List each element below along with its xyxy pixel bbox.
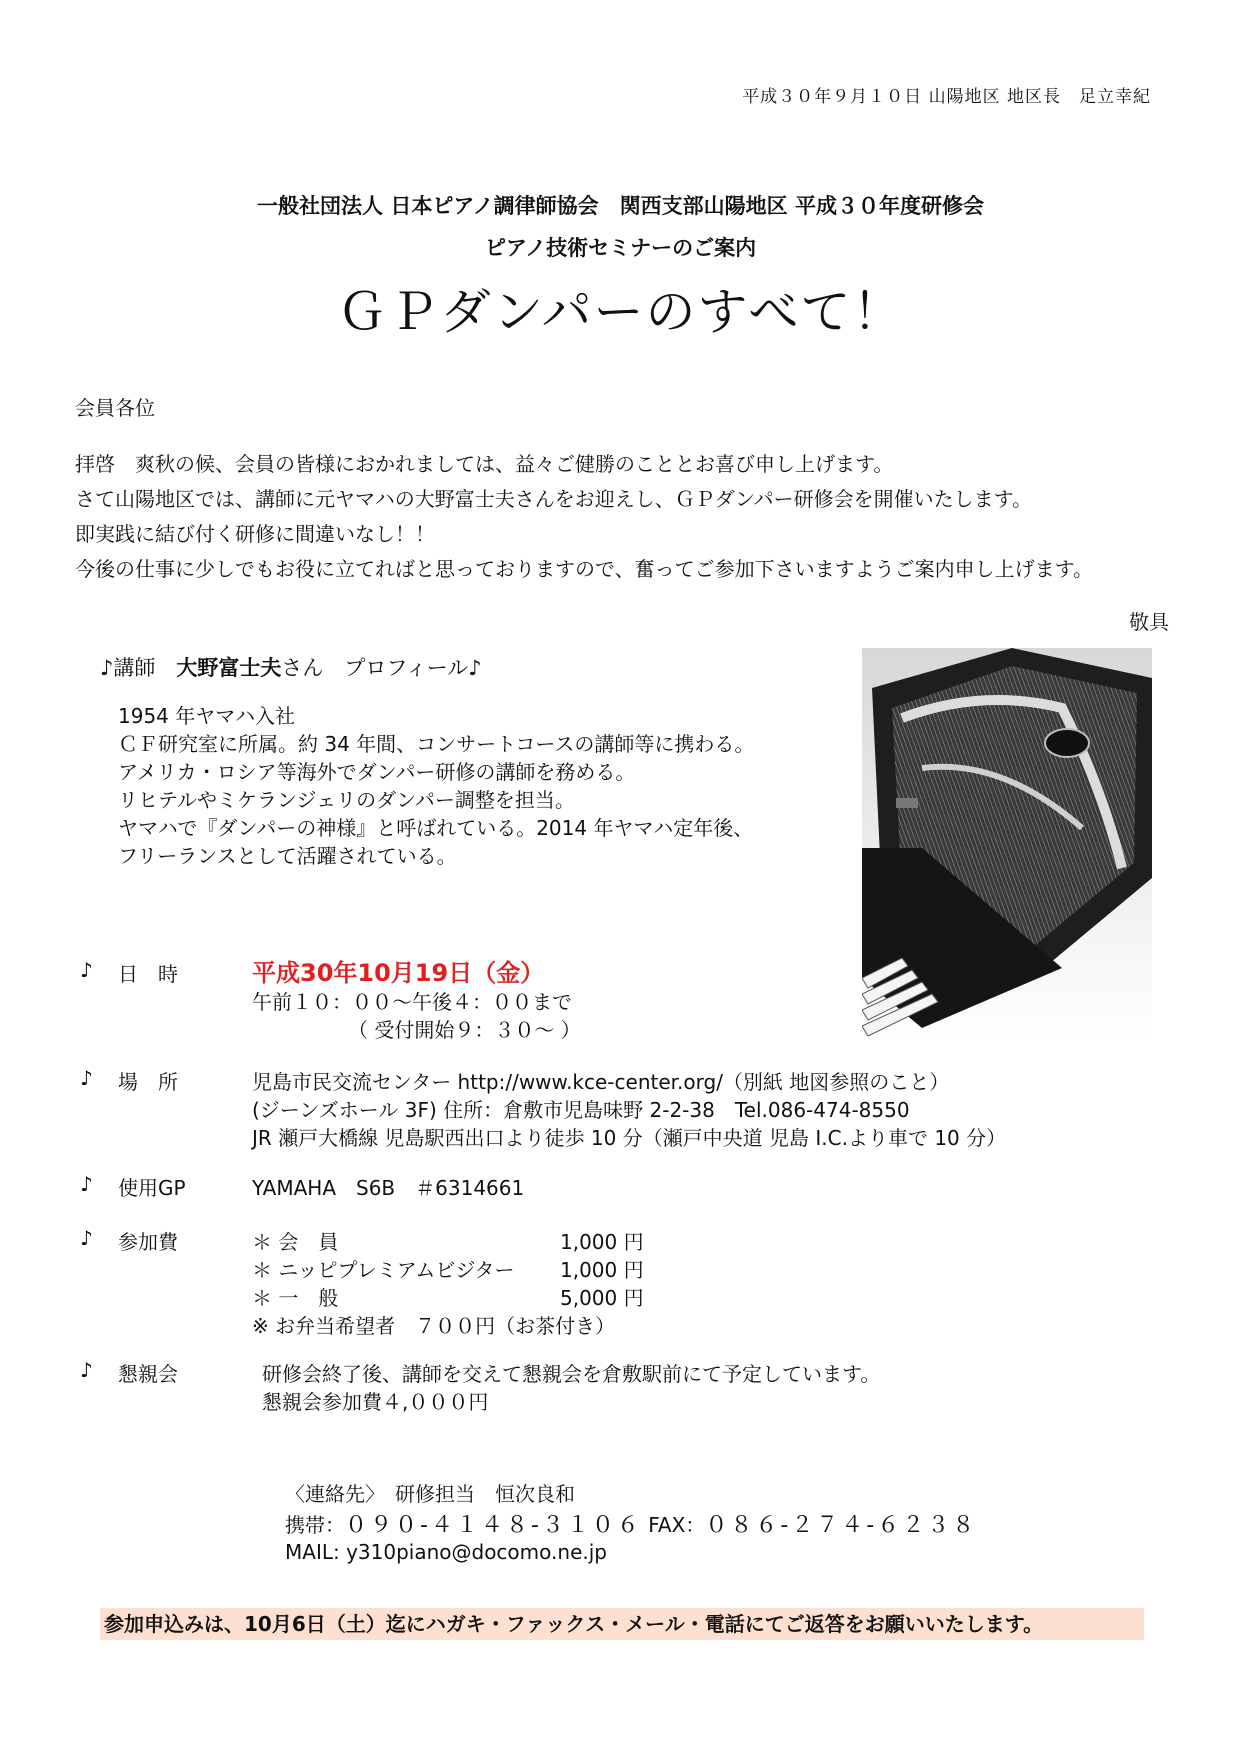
application-notice: 参加申込みは、10月6日（土）迄にハガキ・ファックス・メール・電話にてご返答をお願いいたします。 xyxy=(100,1608,1144,1640)
mobile-label: 携帯： xyxy=(285,1513,345,1537)
profile-line: リヒテルやミケランジェリのダンパー調整を担当。 xyxy=(118,788,575,812)
fee-item-name: ＊ 会 員 xyxy=(252,1230,339,1254)
profile-heading xyxy=(100,652,482,682)
closing: 敬具 xyxy=(1129,610,1169,634)
profile-heading-prefix: ♪講師 xyxy=(100,656,177,680)
bullet-icon: ♪ xyxy=(80,1172,93,1196)
bullet-icon: ♪ xyxy=(80,1358,93,1382)
fee-label: 参加費 xyxy=(118,1230,178,1254)
letter-line: 即実践に結び付く研修に間違いなし！！ xyxy=(75,522,435,546)
profile-line: フリーランスとして活躍されている。 xyxy=(118,844,457,868)
event-time: 午前１０：００～午後４：００まで xyxy=(252,990,572,1014)
party-label: 懇親会 xyxy=(118,1362,178,1386)
contact-email: MAIL: y310piano@docomo.ne.jp xyxy=(285,1540,607,1564)
letter-line: 拝啓 爽秋の候、会員の皆様におかれましては、益々ご健勝のこととお喜び申し上げます。 xyxy=(75,452,894,476)
bullet-icon: ♪ xyxy=(80,1226,93,1250)
fax-number: ０８６-２７４-６２３８ xyxy=(705,1513,978,1538)
lunch-note: ※ お弁当希望者 ７００円（お茶付き） xyxy=(252,1314,616,1338)
main-title: ＧＰダンパーのすべて！ xyxy=(336,283,905,341)
organization-line: 一般社団法人 日本ピアノ調律師協会 関西支部山陽地区 平成３０年度研修会 xyxy=(257,194,984,218)
letter-line: さて山陽地区では、講師に元ヤマハの大野富士夫さんをお迎えし、ＧＰダンパー研修会を開催いたします。 xyxy=(75,487,1032,511)
datetime-label: 日 時 xyxy=(118,962,178,986)
venue-line: (ジーンズホール 3F) 住所：倉敷市児島味野 2-2-38 Tel.086-474-8550 xyxy=(252,1098,910,1122)
date-author-line: 平成３０年９月１０日 山陽地区 地区長 足立幸紀 xyxy=(742,87,1151,107)
fax-label: FAX： xyxy=(641,1513,706,1537)
piano-model: YAMAHA S6B ＃6314661 xyxy=(252,1176,525,1200)
venue-line: 児島市民交流センター http://www.kce-center.org/（別紙 地図参照のこと） xyxy=(252,1070,950,1094)
bullet-icon: ♪ xyxy=(80,958,93,982)
venue-label: 場 所 xyxy=(118,1070,178,1094)
letter-line: 今後の仕事に少しでもお役に立てればと思っておりますので、奮ってご参加下さいますようご案内申し上げます。 xyxy=(75,557,1093,581)
salutation: 会員各位 xyxy=(75,396,155,420)
bullet-icon: ♪ xyxy=(80,1066,93,1090)
party-fee: 懇親会参加費４,０００円 xyxy=(262,1390,489,1414)
contact-phones xyxy=(285,1508,977,1539)
seminar-subtitle: ピアノ技術セミナーのご案内 xyxy=(484,236,757,260)
party-line: 研修会終了後、講師を交えて懇親会を倉敷駅前にて予定しています。 xyxy=(262,1362,881,1386)
fee-item-name: ＊ 一 般 xyxy=(252,1286,339,1310)
profile-line: 1954 年ヤマハ入社 xyxy=(118,704,296,728)
piano-photo xyxy=(862,648,1152,1038)
profile-heading-suffix: さん プロフィール♪ xyxy=(281,656,482,680)
mobile-number: ０９０-４１４８-３１０６ xyxy=(345,1513,642,1538)
fee-item-amount: 1,000 円 xyxy=(560,1258,644,1282)
contact-heading: 〈連絡先〉 研修担当 恒次良和 xyxy=(285,1482,575,1506)
fee-item-amount: 5,000 円 xyxy=(560,1286,644,1310)
profile-line: ＣＦ研究室に所属。約 34 年間、コンサートコースの講師等に携わる。 xyxy=(118,732,755,756)
profile-line: アメリカ・ロシア等海外でダンパー研修の講師を務める。 xyxy=(118,760,636,784)
lecturer-name: 大野富士夫 xyxy=(176,656,282,680)
reception-time: （ 受付開始９：３０～ ） xyxy=(348,1018,581,1042)
event-date: 平成30年10月19日（金） xyxy=(252,959,545,987)
fee-item-name: ＊ ニッピプレミアムビジター xyxy=(252,1258,515,1282)
fee-item-amount: 1,000 円 xyxy=(560,1230,644,1254)
piano-label: 使用GP xyxy=(118,1176,186,1200)
profile-line: ヤマハで『ダンパーの神様』と呼ばれている。2014 年ヤマハ定年後、 xyxy=(118,816,754,840)
venue-line: JR 瀬戸大橋線 児島駅西出口より徒歩 10 分（瀬戸中央道 児島 I.C.より車で 10 分） xyxy=(252,1126,1007,1150)
